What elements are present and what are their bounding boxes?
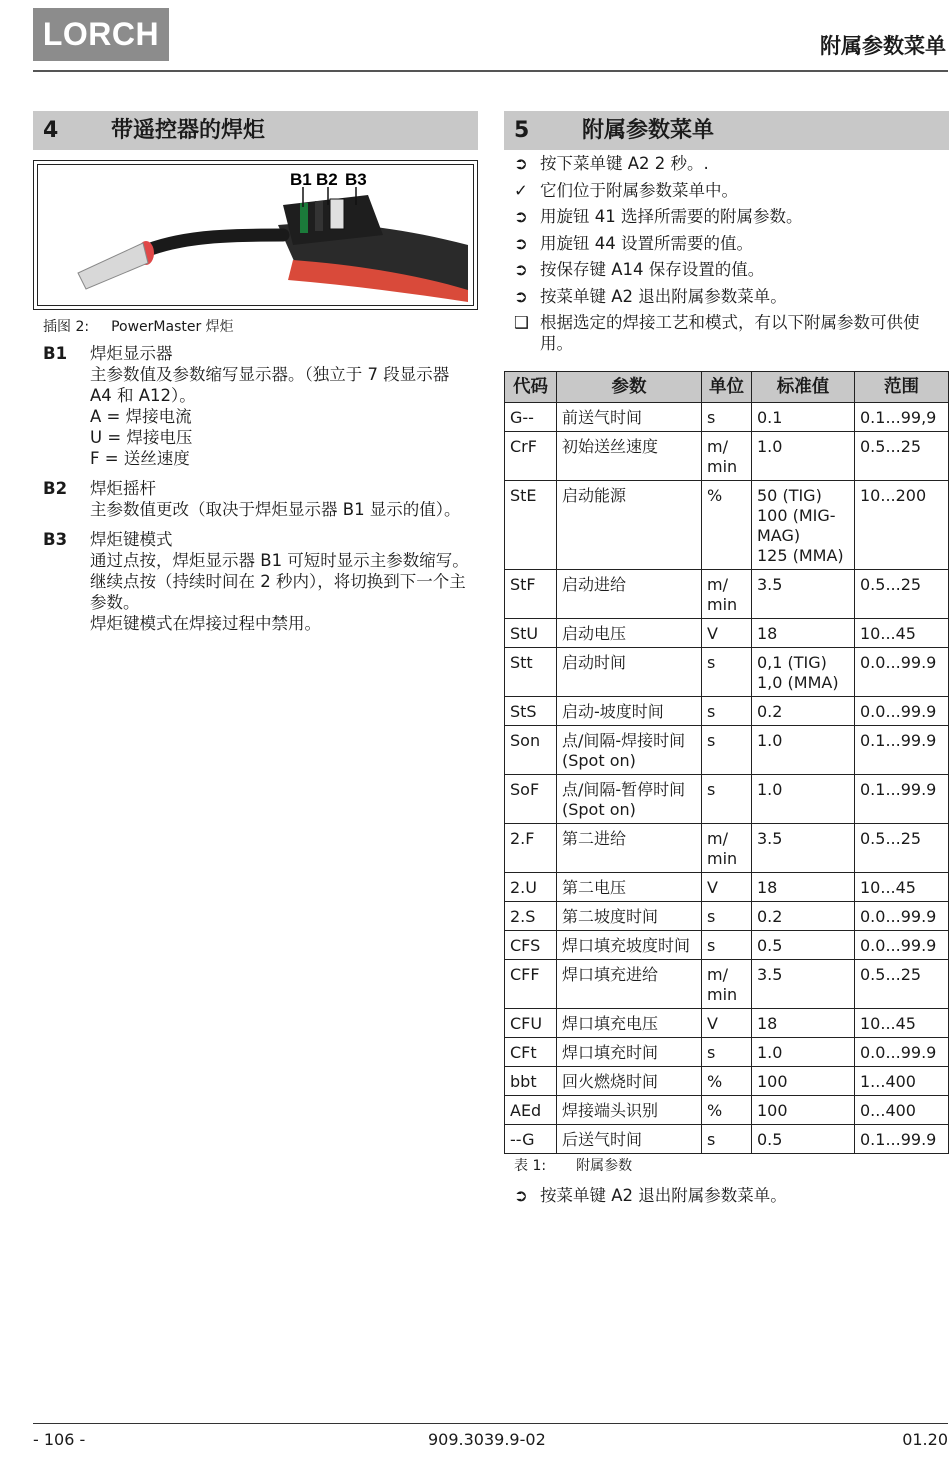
cell-unit: % [702,481,752,570]
cell-unit: s [702,403,752,432]
cell-range: 0.0...99.9 [855,1038,949,1067]
lorch-logo: LORCH [33,8,169,61]
cell-default: 50 (TIG) 100 (MIG- MAG) 125 (MMA) [752,481,855,570]
page-header-title: 附属参数菜单 [820,34,946,58]
table-row [505,1096,949,1125]
table-header-row [505,372,949,403]
cell-code: G-- [505,403,557,432]
cell-parameter: 启动进给 [557,570,702,619]
item-tag: B3 [43,530,68,549]
step-item [514,153,950,174]
table-row [505,403,949,432]
item-line: 主参数值更改（取决于焊炬显示器 B1 显示的值）。 [90,500,461,519]
cell-code: StF [505,570,557,619]
cell-code: 2.S [505,902,557,931]
table-row [505,1067,949,1096]
cell-unit: V [702,1009,752,1038]
cell-unit: s [702,697,752,726]
header-divider [33,70,948,72]
table-row [505,648,949,697]
table-body [505,403,949,1154]
cell-parameter: 初始送丝速度 [557,432,702,481]
section-5-heading [504,111,949,150]
cell-code: StU [505,619,557,648]
torch-figure [33,160,478,310]
cell-parameter: 焊口填充坡度时间 [557,931,702,960]
cell-default: 0.1 [752,403,855,432]
item-tag: B2 [43,479,68,498]
cell-default: 1.0 [752,726,855,775]
cell-unit: s [702,1125,752,1154]
cell-default: 0.5 [752,931,855,960]
cell-unit: m/ min [702,570,752,619]
item-line: 通过点按，焊炬显示器 B1 可短时显示主参数缩写。 [90,551,469,570]
cell-code: Stt [505,648,557,697]
step-item [514,259,950,280]
table-row [505,931,949,960]
step-text: 根据选定的焊接工艺和模式，有以下附属参数可供使用。 [540,313,920,353]
step-item [514,312,950,354]
document-number: 909.3039.9-02 [428,1430,546,1449]
cell-default: 1.0 [752,432,855,481]
cell-unit: s [702,931,752,960]
cell-range: 0.1...99.9 [855,726,949,775]
table-row [505,570,949,619]
cell-parameter: 焊口填充时间 [557,1038,702,1067]
cell-code: StS [505,697,557,726]
table-row [505,1038,949,1067]
cell-range: 0.0...99.9 [855,697,949,726]
cell-code: CFt [505,1038,557,1067]
cell-range: 0.1...99.9 [855,1125,949,1154]
final-step [514,1182,787,1206]
step-item [514,180,950,201]
figure-caption-text: PowerMaster 焊炬 [111,319,234,335]
cell-parameter: 启动电压 [557,619,702,648]
table-row [505,726,949,775]
welding-torch-illustration [38,165,474,306]
cell-unit: s [702,648,752,697]
figure-caption-label: 插图 2: [43,319,90,335]
cell-range: 0.0...99.9 [855,648,949,697]
cell-range: 10...45 [855,619,949,648]
item-line: 焊炬显示器 [90,344,173,363]
table-row [505,902,949,931]
checkbox-icon: ❑ [514,313,529,332]
step-text: 按菜单键 A2 退出附属参数菜单。 [540,1186,787,1205]
table-row [505,619,949,648]
cell-code: bbt [505,1067,557,1096]
cell-default: 3.5 [752,824,855,873]
cell-unit: V [702,873,752,902]
cell-code: StE [505,481,557,570]
cell-code: CFF [505,960,557,1009]
figure-label-b3: B3 [345,170,367,189]
cell-default: 0.2 [752,697,855,726]
item-line: 焊炬摇杆 [90,479,156,498]
cell-unit: s [702,902,752,931]
item-tag: B1 [43,344,68,363]
step-arrow-icon: ➲ [514,1186,528,1205]
table-row [505,824,949,873]
step-text: 它们位于附属参数菜单中。 [540,180,738,200]
cell-default: 0.5 [752,1125,855,1154]
cell-range: 0.5...25 [855,432,949,481]
cell-code: 2.F [505,824,557,873]
item-line: 继续点按（持续时间在 2 秒内），将切换到下一个主参数。 [90,572,466,612]
cell-parameter: 点/间隔-暂停时间 (Spot on) [557,775,702,824]
step-text: 按菜单键 A2 退出附属参数菜单。 [540,286,787,306]
cell-parameter: 焊口填充进给 [557,960,702,1009]
cell-parameter: 第二坡度时间 [557,902,702,931]
instruction-steps [514,153,950,360]
table-row [505,1009,949,1038]
table-row [505,432,949,481]
cell-parameter: 点/间隔-焊接时间 (Spot on) [557,726,702,775]
cell-range: 0.0...99.9 [855,902,949,931]
cell-default: 0.2 [752,902,855,931]
cell-unit: m/ min [702,432,752,481]
cell-parameter: 第二进给 [557,824,702,873]
cell-range: 10...200 [855,481,949,570]
header-range: 范围 [855,372,949,403]
cell-range: 0.5...25 [855,960,949,1009]
section-4-number: 4 [43,118,59,143]
cell-parameter: 启动-坡度时间 [557,697,702,726]
cell-default: 18 [752,873,855,902]
table-row [505,481,949,570]
step-arrow-icon: ➲ [514,207,528,226]
figure-label-b2: B2 [316,170,338,189]
header-unit: 单位 [702,372,752,403]
table-row [505,960,949,1009]
cell-range: 10...45 [855,1009,949,1038]
item-line: A = 焊接电流 [90,407,192,426]
cell-default: 1.0 [752,1038,855,1067]
cell-parameter: 焊口填充电压 [557,1009,702,1038]
cell-code: CFU [505,1009,557,1038]
cell-unit: % [702,1096,752,1125]
list-item-b3 [43,529,473,634]
cell-parameter: 第二电压 [557,873,702,902]
table-row [505,1125,949,1154]
cell-unit: V [702,619,752,648]
cell-unit: s [702,1038,752,1067]
step-arrow-icon: ➲ [514,286,528,306]
step-item [514,206,950,227]
header-code: 代码 [505,372,557,403]
item-line: U = 焊接电压 [90,428,193,447]
cell-code: --G [505,1125,557,1154]
cell-parameter: 启动时间 [557,648,702,697]
item-line: F = 送丝速度 [90,449,190,468]
list-item-b1 [43,343,473,469]
table-caption-text: 附属参数 [576,1158,633,1174]
cell-code: CFS [505,931,557,960]
document-date: 01.20 [902,1430,948,1449]
cell-unit: m/ min [702,824,752,873]
cell-range: 0.1...99,9 [855,403,949,432]
cell-default: 3.5 [752,960,855,1009]
step-arrow-icon: ➲ [514,154,528,173]
step-item [514,286,950,307]
cell-parameter: 回火燃烧时间 [557,1067,702,1096]
cell-range: 1...400 [855,1067,949,1096]
cell-code: SoF [505,775,557,824]
cell-code: AEd [505,1096,557,1125]
cell-parameter: 后送气时间 [557,1125,702,1154]
table-caption [514,1155,632,1175]
cell-range: 10...45 [855,873,949,902]
section-5-number: 5 [514,118,530,143]
cell-parameter: 焊接端头识别 [557,1096,702,1125]
cell-range: 0...400 [855,1096,949,1125]
cell-unit: s [702,726,752,775]
figure-caption [43,316,234,336]
parameter-table [504,371,949,1154]
table-row [505,873,949,902]
header-parameter: 参数 [557,372,702,403]
cell-code: 2.U [505,873,557,902]
step-text: 按下菜单键 A2 2 秒。. [540,154,709,173]
cell-default: 18 [752,1009,855,1038]
cell-range: 0.5...25 [855,824,949,873]
table-caption-label: 表 1: [514,1158,547,1174]
cell-parameter: 启动能源 [557,481,702,570]
step-text: 用旋钮 41 选择所需要的附属参数。 [540,207,803,226]
torch-element-list [43,343,473,643]
step-item [514,233,950,254]
item-line: 焊炬键模式 [90,530,173,549]
cell-default: 0,1 (TIG) 1,0 (MMA) [752,648,855,697]
section-4-title: 带遥控器的焊炬 [111,118,266,143]
cell-range: 0.0...99.9 [855,931,949,960]
table-row [505,775,949,824]
section-4-heading [33,111,478,150]
item-line: 焊炬键模式在焊接过程中禁用。 [90,614,321,633]
checkmark-icon: ✓ [514,180,528,200]
cell-parameter: 前送气时间 [557,403,702,432]
page-number: - 106 - [33,1430,86,1449]
table-row [505,697,949,726]
cell-code: CrF [505,432,557,481]
cell-default: 100 [752,1067,855,1096]
step-arrow-icon: ➲ [514,260,528,279]
cell-default: 1.0 [752,775,855,824]
cell-unit: s [702,775,752,824]
header-default: 标准值 [752,372,855,403]
cell-range: 0.1...99.9 [855,775,949,824]
footer-divider [33,1423,948,1424]
cell-range: 0.5...25 [855,570,949,619]
step-arrow-icon: ➲ [514,233,528,253]
cell-default: 3.5 [752,570,855,619]
cell-code: Son [505,726,557,775]
figure-label-b1: B1 [290,170,312,189]
cell-unit: % [702,1067,752,1096]
section-5-title: 附属参数菜单 [582,118,715,143]
step-text: 用旋钮 44 设置所需要的值。 [540,233,753,253]
step-text: 按保存键 A14 保存设置的值。 [540,260,765,279]
cell-unit: m/ min [702,960,752,1009]
cell-default: 100 [752,1096,855,1125]
cell-default: 18 [752,619,855,648]
item-line: 主参数值及参数缩写显示器。（独立于 7 段显示器 A4 和 A12）。 [90,365,450,405]
list-item-b2 [43,478,473,520]
